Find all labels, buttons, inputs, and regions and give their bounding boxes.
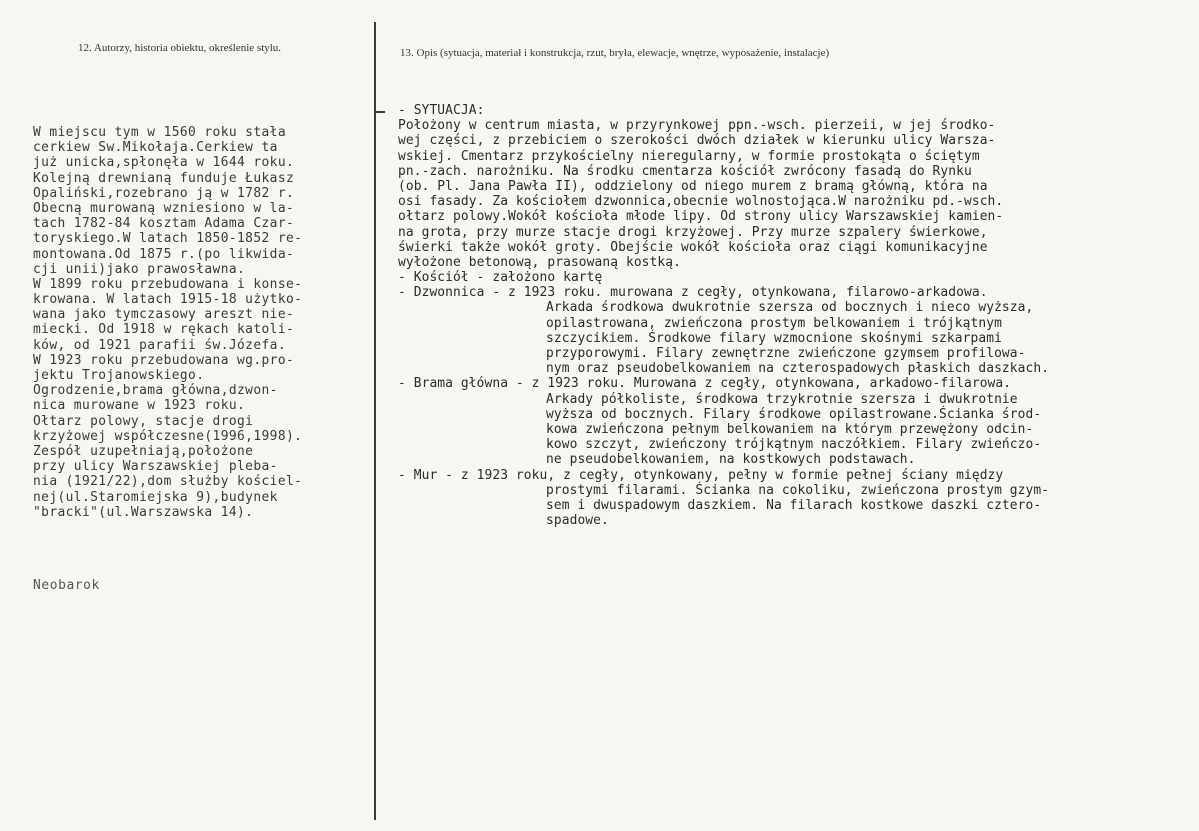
description-line: kowo szczyt, zwieńczony trójkątnym naczółkiem. Filary zwieńczo-: [546, 437, 1042, 453]
history-line: ków, od 1921 parafii św.Józefa.: [33, 337, 286, 353]
description-line: wskiej. Cmentarz przykościelny nieregularny, w formie prostokąta o ściętym: [398, 148, 980, 164]
history-line: cji unii)jako prawosławna.: [33, 261, 246, 277]
history-line: W 1923 roku przebudowana wg.pro-: [33, 352, 295, 368]
history-line: Zespół uzupełniają,położone: [33, 443, 254, 459]
history-line: już unicka,spłonęła w 1644 roku.: [33, 155, 295, 171]
description-line: osi fasady. Za kościołem dzwonnica,obecnie wolnostojąca.W narożniku pd.-wsch.: [398, 194, 1004, 210]
description-line: (ob. Pl. Jana Pawła II), oddzielony od niego murem z bramą główną, która na: [398, 178, 988, 194]
history-line: W miejscu tym w 1560 roku stała: [33, 125, 286, 140]
description-line: ołtarz polowy.Wokół kościoła młode lipy. Od strony ulicy Warszawskiej kamien-: [398, 209, 1004, 225]
column-divider: [374, 22, 376, 820]
description-line: Arkady półkoliste, środkowa trzykrotnie szersza i dwukrotnie: [546, 391, 1018, 407]
history-line: krzyżowej współczesne(1996,1998).: [33, 428, 303, 444]
history-line: Kolejną drewnianą funduje Łukasz: [33, 170, 295, 186]
history-line: nia (1921/22),dom służby kościel-: [33, 474, 303, 490]
description-line: na grota, przy murze stacje drogi krzyżowej. Przy murze szpalery świerkowe,: [398, 224, 988, 240]
history-line: "bracki"(ul.Warszawska 14).: [33, 504, 254, 520]
description-line: wej części, z przebiciem o szerokości dwóch działek w kierunku ulicy Warsza-: [398, 133, 996, 149]
description-line: prostymi filarami. Ścianka na cokoliku, zwieńczona prostym gzym-: [546, 482, 1050, 498]
history-line: miecki. Od 1918 w rękach katoli-: [33, 322, 295, 338]
history-line: przy ulicy Warszawskiej pleba-: [33, 459, 278, 475]
history-line: nej(ul.Staromiejska 9),budynek: [33, 489, 278, 505]
description-line: Położony w centrum miasta, w przyrynkowej ppn.-wsch. pierzeii, w jej środko-: [398, 118, 996, 134]
description-line: nym oraz pseudobelkowaniem na czterospadowych płaskich daszkach.: [546, 361, 1050, 377]
left-column-header: 12. Autorzy, historia obiektu, określenie stylu.: [78, 42, 282, 54]
history-line: montowana.Od 1875 r.(po likwida-: [33, 246, 295, 262]
history-line: jektu Trojanowskiego.: [33, 368, 205, 383]
divider-tick: [375, 111, 385, 113]
description-line: świerki także wokół groty. Obejście wokół kościoła oraz ciągi komunikacyjne: [398, 239, 988, 255]
description-line: wyższa od bocznych. Filary środkowe opilastrowane.Ścianka środ-: [546, 406, 1042, 422]
description-line: pn.-zach. narożniku. Na środku cmentarza kościół zwrócony fasadą do Rynku: [398, 163, 972, 179]
description-line: - Dzwonnica - z 1923 roku. murowana z cegły, otynkowana, filarowo-arkadowa.: [398, 285, 988, 301]
history-line: cerkiew Sw.Mikołaja.Cerkiew ta: [33, 140, 278, 156]
description-line: - Mur - z 1923 roku, z cegły, otynkowany, pełny w formie pełnej ściany między: [398, 467, 1004, 483]
history-line: Opaliński,rozebrano ją w 1782 r.: [33, 185, 295, 201]
right-column-header: 13. Opis (sytuacja, materiał i konstrukcja, rzut, bryła, elewacje, wnętrze, wyposażenie, instalacje): [400, 47, 830, 59]
history-line: Obecną murowaną wzniesiono w la-: [33, 200, 295, 216]
history-line: wana jako tymczasowy areszt nie-: [33, 307, 295, 323]
description-line: sem i dwuspadowym daszkiem. Na filarach kostkowe daszki cztero-: [546, 497, 1042, 513]
description-line: spadowe.: [546, 513, 609, 529]
description-line: ne pseudobelkowaniem, na kostkowych podstawach.: [546, 452, 916, 468]
history-line: krowana. W latach 1915-18 użytko-: [33, 292, 303, 308]
history-line: Ołtarz polowy, stacje drogi: [33, 413, 254, 429]
description-text: [398, 103, 1049, 528]
description-line: - SYTUACJA:: [398, 103, 485, 118]
history-line: toryskiego.W latach 1850-1852 re-: [33, 231, 303, 247]
description-line: wyłożone betonową, prasowaną kostką.: [398, 254, 681, 270]
history-line: Ogrodzenie,brama główna,dzwon-: [33, 383, 278, 399]
description-line: Arkada środkowa dwukrotnie szersza od bocznych i nieco wyższa,: [546, 300, 1034, 316]
history-line: W 1899 roku przebudowana i konse-: [33, 276, 303, 292]
description-line: - Kościół - założono kartę: [398, 270, 603, 286]
history-line: tach 1782-84 kosztam Adama Czar-: [33, 216, 295, 232]
history-text: [33, 125, 302, 520]
description-line: szczycikiem. Środkowe filary wzmocnione skośnymi szkarpami: [546, 330, 1002, 346]
style-label: Neobarok: [33, 578, 100, 593]
description-line: przyporowymi. Filary zewnętrzne zwieńczone gzymsem profilowa-: [546, 346, 1026, 361]
description-line: kowa zwieńczona pełnym belkowaniem na którym przewężony odcin-: [546, 421, 1034, 437]
history-line: nica murowane w 1923 roku.: [33, 398, 246, 414]
description-line: opilastrowana, zwieńczona prostym belkowaniem i trójkątnym: [546, 315, 1002, 331]
description-line: - Brama główna - z 1923 roku. Murowana z cegły, otynkowana, arkadowo-filarowa.: [398, 376, 1012, 392]
